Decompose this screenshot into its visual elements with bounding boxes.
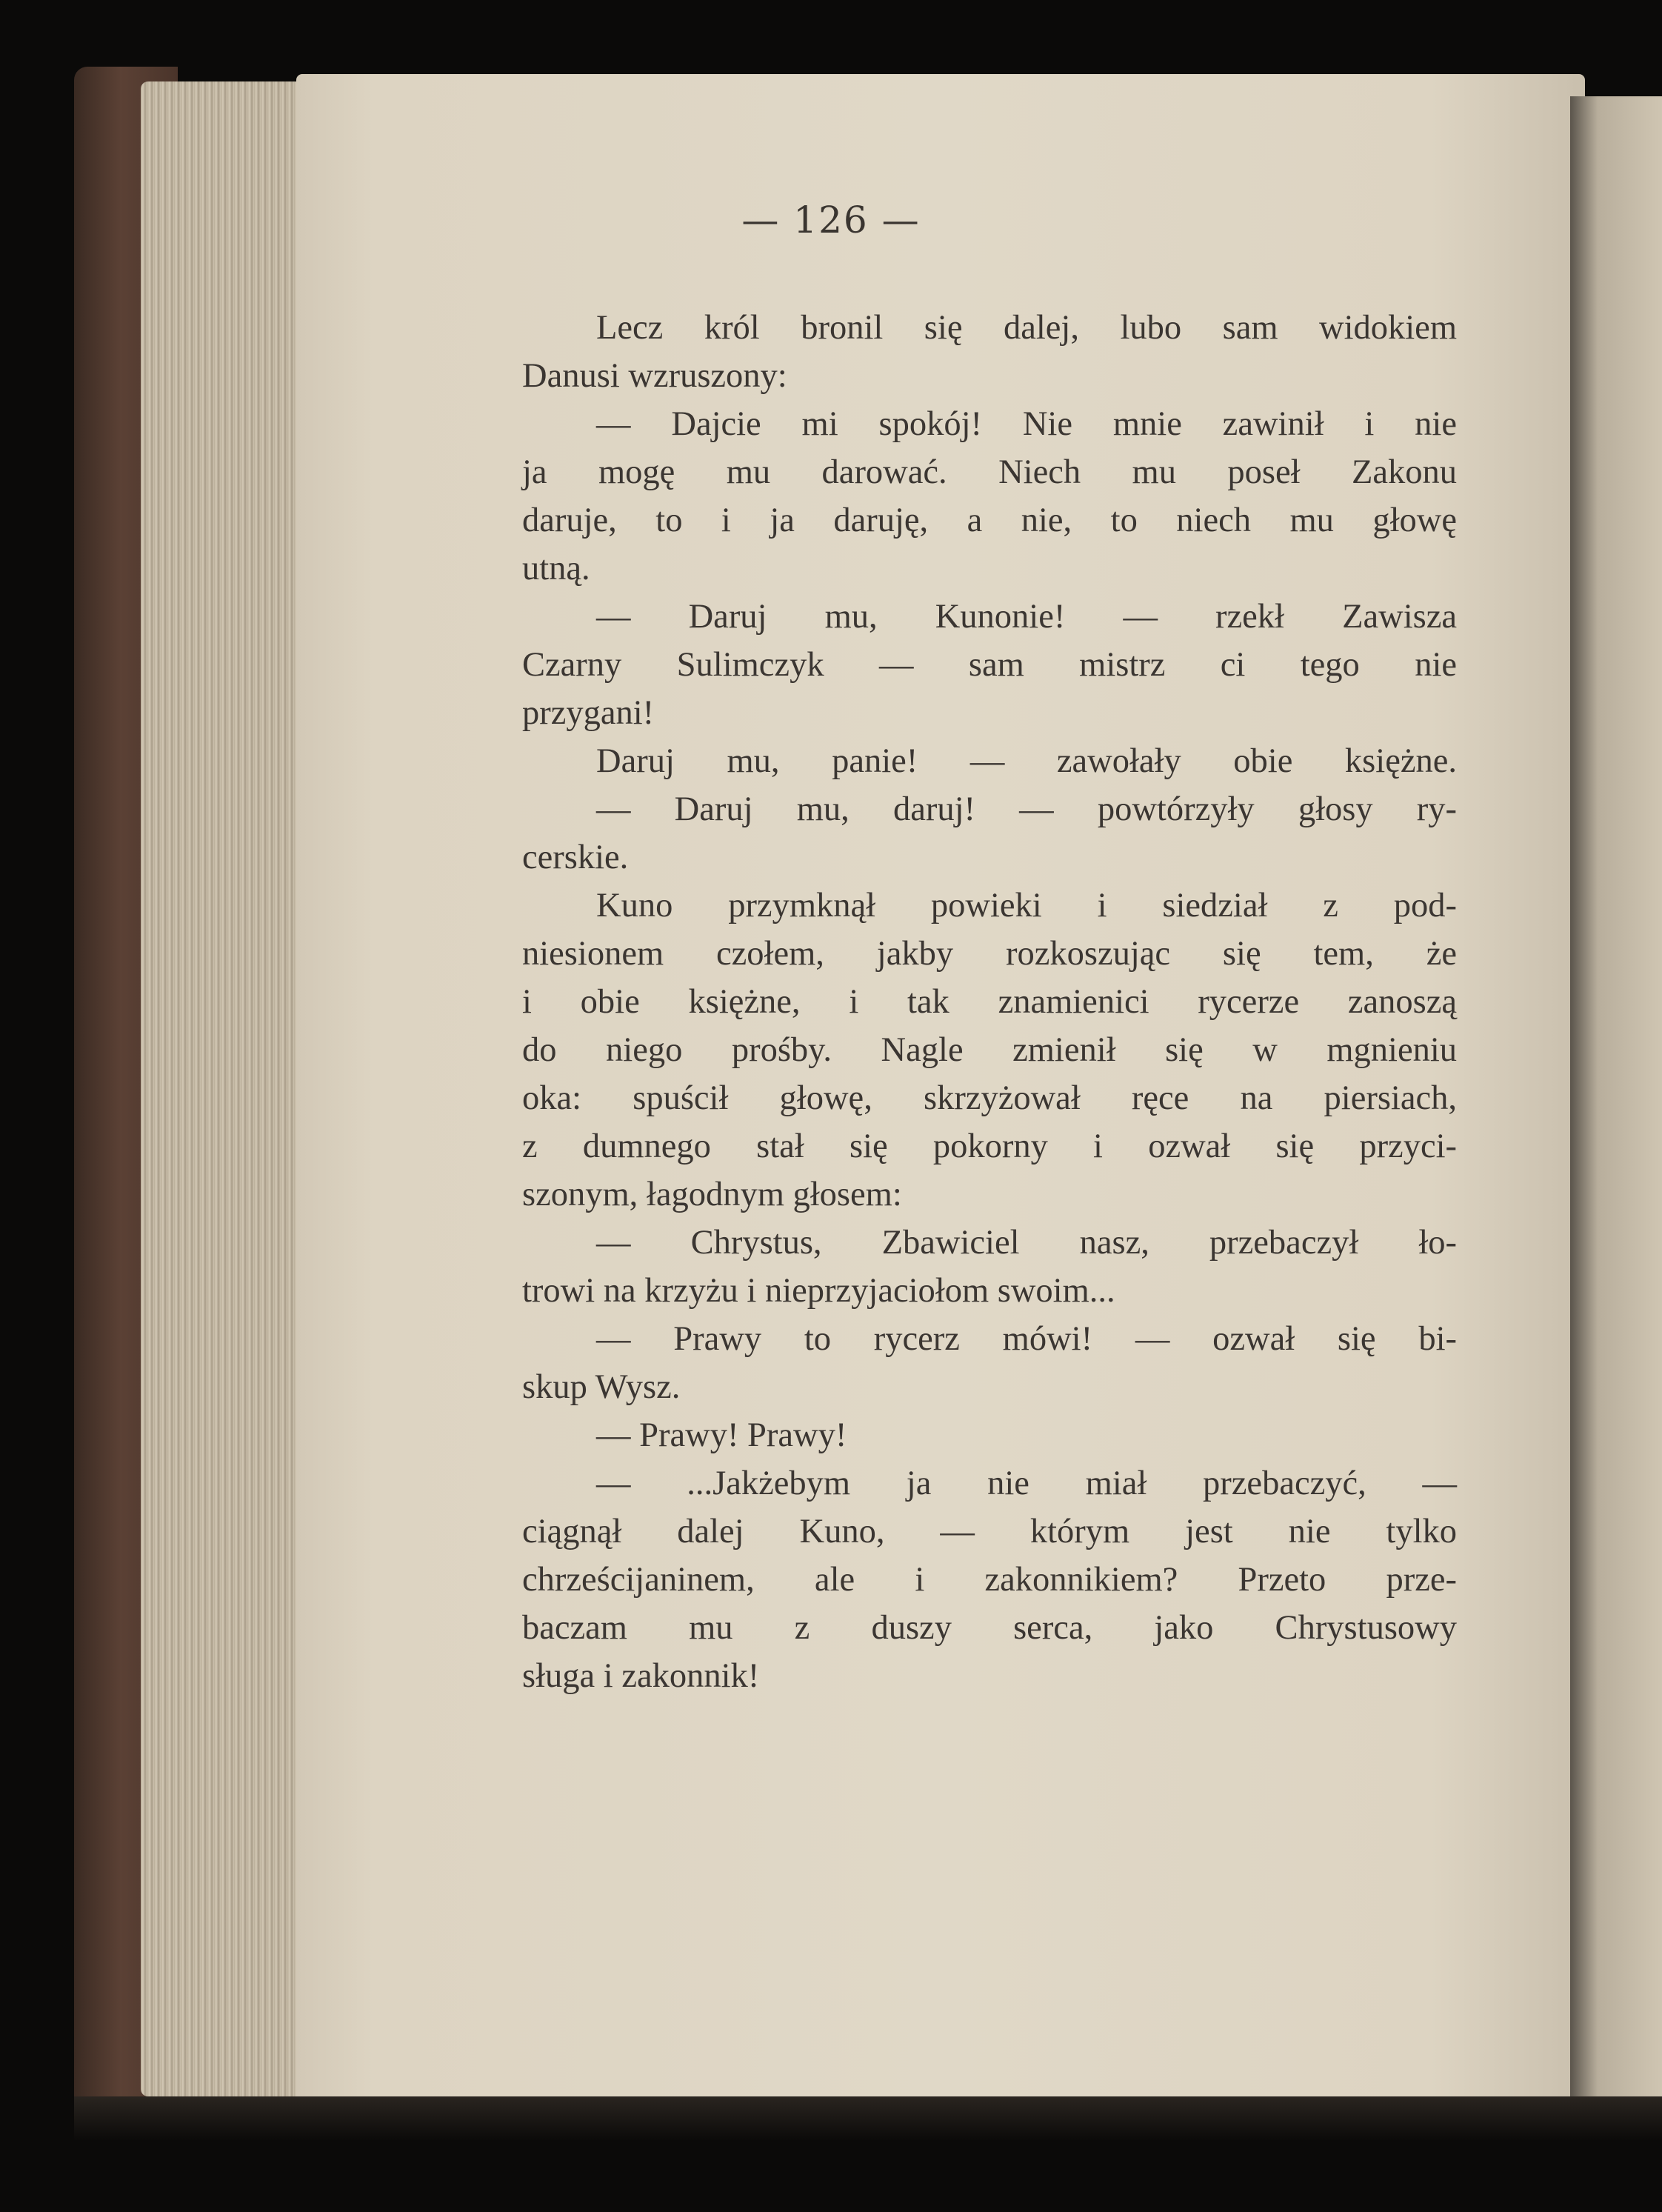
text-line: oka: spuścił głowę, skrzyżował ręce na piersiach, (522, 1079, 1457, 1117)
text-line: baczam mu z duszy serca, jako Chrystusowy (522, 1609, 1457, 1647)
bottom-shadow (74, 2096, 1662, 2141)
page-number: — 126 — (741, 199, 921, 241)
text-line: z dumnego stał się pokorny i ozwał się przyci- (522, 1127, 1457, 1165)
text-line: Danusi wzruszony: (522, 357, 787, 395)
text-line: cerskie. (522, 839, 629, 876)
text-line: szonym, łagodnym głosem: (522, 1176, 902, 1213)
text-line: — Daruj mu, daruj! — powtórzyły głosy ry- (596, 790, 1457, 828)
text-line: — Chrystus, Zbawiciel nasz, przebaczył ło- (596, 1224, 1457, 1262)
text-line: do niego prośby. Nagle zmienił się w mgnieniu (522, 1031, 1457, 1069)
text-line: sługa i zakonnik! (522, 1657, 760, 1695)
text-line: chrześcijaninem, ale i zakonnikiem? Przeto prze- (522, 1561, 1457, 1599)
next-page-edge (1570, 96, 1662, 2096)
text-line: skup Wysz. (522, 1368, 681, 1406)
text-line: — Daruj mu, Kunonie! — rzekł Zawisza (596, 598, 1457, 636)
text-line: — Dajcie mi spokój! Nie mnie zawinił i nie (596, 405, 1457, 443)
text-line: — Prawy to rycerz mówi! — ozwał się bi- (596, 1320, 1457, 1358)
text-line: Kuno przymknął powieki i siedział z pod- (596, 887, 1457, 925)
text-line: przygani! (522, 694, 655, 732)
text-line: — Prawy! Prawy! (596, 1416, 847, 1454)
text-line: niesionem czołem, jakby rozkoszując się tem, że (522, 935, 1457, 973)
text-line: Daruj mu, panie! — zawołały obie księżne. (596, 742, 1457, 780)
text-line: Czarny Sulimczyk — sam mistrz ci tego nie (522, 646, 1457, 684)
text-line: ciągnął dalej Kuno, — którym jest nie tylko (522, 1513, 1457, 1550)
text-line: — ...Jakżebym ja nie miał przebaczyć, — (596, 1465, 1457, 1502)
text-line: utną. (522, 550, 590, 587)
text-line: daruje, to i ja daruję, a nie, to niech mu głowę (522, 502, 1457, 539)
text-line: trowi na krzyżu i nieprzyjaciołom swoim... (522, 1272, 1115, 1310)
body-text (522, 304, 1457, 1700)
text-line: ja mogę mu darować. Niech mu poseł Zakonu (522, 453, 1457, 491)
text-line: i obie księżne, i tak znamienici rycerze zanoszą (522, 983, 1457, 1021)
text-line: Lecz król bronil się dalej, lubo sam widokiem (596, 309, 1457, 347)
